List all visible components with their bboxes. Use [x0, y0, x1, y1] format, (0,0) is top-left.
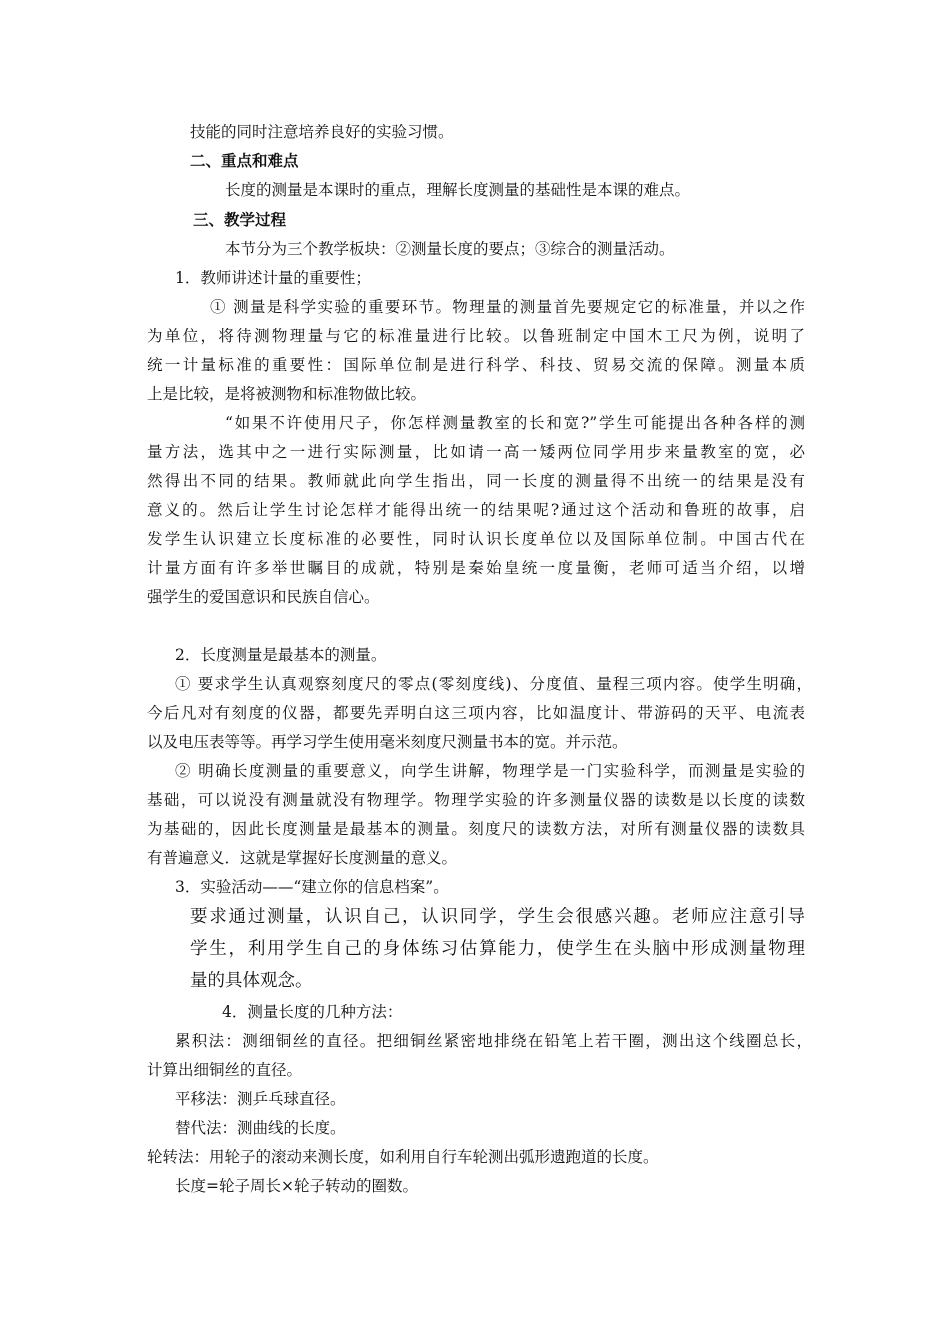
text-line: 计算出细铜丝的直径。 [147, 1061, 303, 1079]
text-line: 轮转法：用轮子的滚动来测长度，如利用自行车轮测出弧形遗跑道的长度。 [147, 1148, 659, 1166]
text-line: 技能的同时注意培养良好的实验习惯。 [190, 123, 454, 141]
text-line: 替代法：测曲线的长度。 [175, 1119, 346, 1137]
text-line: 长度的测量是本课时的重点，理解长度测量的基础性是本课的难点。 [225, 181, 691, 199]
list-item-heading: 3．实验活动——“建立你的信息档案”。 [175, 878, 449, 896]
text-line: 计量方面有许多举世瞩目的成就，特别是秦始皇统一度量衡，老师可适当介绍，以增 [147, 559, 805, 577]
text-line: 强学生的爱国意识和民族自信心。 [147, 588, 380, 606]
text-line: 有普遍意义．这就是掌握好长度测量的意义。 [147, 849, 458, 867]
text-line: 本节分为三个教学板块：②测量长度的要点；③综合的测量活动。 [225, 240, 675, 258]
text-line: 然得出不同的结果。教师就此向学生指出，同一长度的测量得不出统一的结果是没有 [147, 472, 805, 490]
text-line: 平移法：测乒乓球直径。 [175, 1090, 346, 1108]
text-line: ① 要求学生认真观察刻度尺的零点(零刻度线)、分度值、量程三项内容。使学生明确， [175, 675, 812, 693]
text-line: 上是比较，是将被测物和标准物做比较。 [147, 385, 427, 403]
list-item-heading: 2．长度测量是最基本的测量。 [175, 646, 387, 664]
section-heading-teaching-process: 三、教学过程 [193, 210, 287, 229]
text-line: 基础，可以说没有测量就没有物理学。物理学实验的许多测量仪器的读数是以长度的读数 [147, 791, 805, 809]
text-line: ① 测量是科学实验的重要环节。物理量的测量首先要规定它的标准量，并以之作 [210, 298, 805, 316]
text-line: 今后凡对有刻度的仪器，都要先弄明白这三项内容，比如温度计、带游码的天平、电流表 [147, 704, 805, 722]
text-line: 为单位，将待测物理量与它的标准量进行比较。以鲁班制定中国木工尺为例，说明了 [147, 327, 805, 345]
text-line: 发学生认识建立长度标准的必要性，同时认识长度单位以及国际单位制。中国古代在 [147, 530, 805, 548]
text-line: 为基础的，因此长度测量是最基本的测量。刻度尺的读数方法，对所有测量仪器的读数具 [147, 820, 805, 838]
text-line: “如果不许使用尺子，你怎样测量教室的长和宽?”学生可能提出各种各样的测 [225, 414, 805, 432]
text-line: 量方法，选其中之一进行实际测量，比如请一高一矮两位同学用步来量教室的宽，必 [147, 443, 805, 461]
list-item-heading: 4．测量长度的几种方法： [222, 1003, 403, 1021]
list-item-heading: 1．教师讲述计量的重要性； [175, 269, 371, 287]
text-line: 统一计量标准的重要性：国际单位制是进行科学、科技、贸易交流的保障。测量本质 [147, 356, 805, 374]
text-line: 累积法：测细铜丝的直径。把细铜丝紧密地排绕在铅笔上若干圈，测出这个线圈总长， [175, 1032, 812, 1050]
text-line: 长度=轮子周长×轮子转动的圈数。 [175, 1177, 418, 1195]
text-line: 以及电压表等等。再学习学生使用毫米刻度尺测量书本的宽。并示范。 [147, 733, 628, 751]
text-line: 意义的。然后让学生讨论怎样才能得出统一的结果呢?通过这个活动和鲁班的故事，启 [147, 501, 805, 519]
text-line: 要求通过测量，认识自己，认识同学，学生会很感兴趣。老师应注意引导 [190, 907, 805, 927]
text-line: 量的具体观念。 [190, 971, 313, 991]
section-heading-key-points: 二、重点和难点 [190, 151, 299, 170]
text-line: ② 明确长度测量的重要意义，向学生讲解，物理学是一门实验科学，而测量是实验的 [175, 762, 805, 780]
text-line: 学生，利用学生自己的身体练习估算能力，使学生在头脑中形成测量物理 [190, 939, 805, 959]
